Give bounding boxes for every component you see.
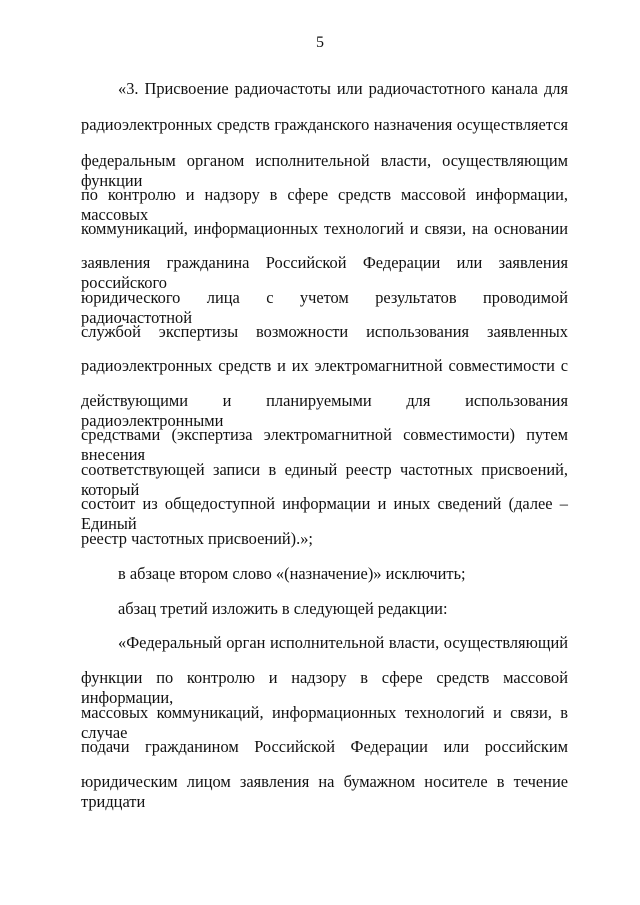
text-line: юридического лица с учетом результатов проводимой радиочастотной (81, 288, 568, 327)
text-line: по контролю и надзору в сфере средств массовой информации, массовых (81, 185, 568, 224)
text-line: радиоэлектронных средств гражданского назначения осуществляется (81, 115, 568, 134)
text-line: службой экспертизы возможности использования заявленных (81, 322, 568, 341)
text-line: «Федеральный орган исполнительной власти, осуществляющий (118, 633, 568, 652)
text-line: массовых коммуникаций, информационных технологий и связи, в случае (81, 703, 568, 742)
text-line: юридическим лицом заявления на бумажном носителе в течение тридцати (81, 772, 568, 811)
text-line: соответствующей записи в единый реестр частотных присвоений, который (81, 460, 568, 499)
page-number: 5 (316, 34, 324, 51)
text-line: средствами (экспертиза электромагнитной совместимости) путем внесения (81, 425, 568, 464)
text-line: заявления гражданина Российской Федерации или заявления российского (81, 253, 568, 292)
text-line: реестр частотных присвоений).»; (81, 529, 313, 548)
text-line: радиоэлектронных средств и их электромагнитной совместимости с (81, 356, 568, 375)
text-line: функции по контролю и надзору в сфере средств массовой информации, (81, 668, 568, 707)
text-line: федеральным органом исполнительной власти, осуществляющим функции (81, 151, 568, 190)
text-line: в абзаце втором слово «(назначение)» исключить; (118, 564, 466, 583)
text-line: состоит из общедоступной информации и иных сведений (далее – Единый (81, 494, 568, 533)
text-line: действующими и планируемыми для использования радиоэлектронными (81, 391, 568, 430)
text-line: «3. Присвоение радиочастоты или радиочастотного канала для (118, 79, 568, 98)
text-line: подачи гражданином Российской Федерации или российским (81, 737, 568, 756)
text-line: абзац третий изложить в следующей редакции: (118, 599, 448, 618)
text-line: коммуникаций, информационных технологий и связи, на основании (81, 219, 568, 238)
